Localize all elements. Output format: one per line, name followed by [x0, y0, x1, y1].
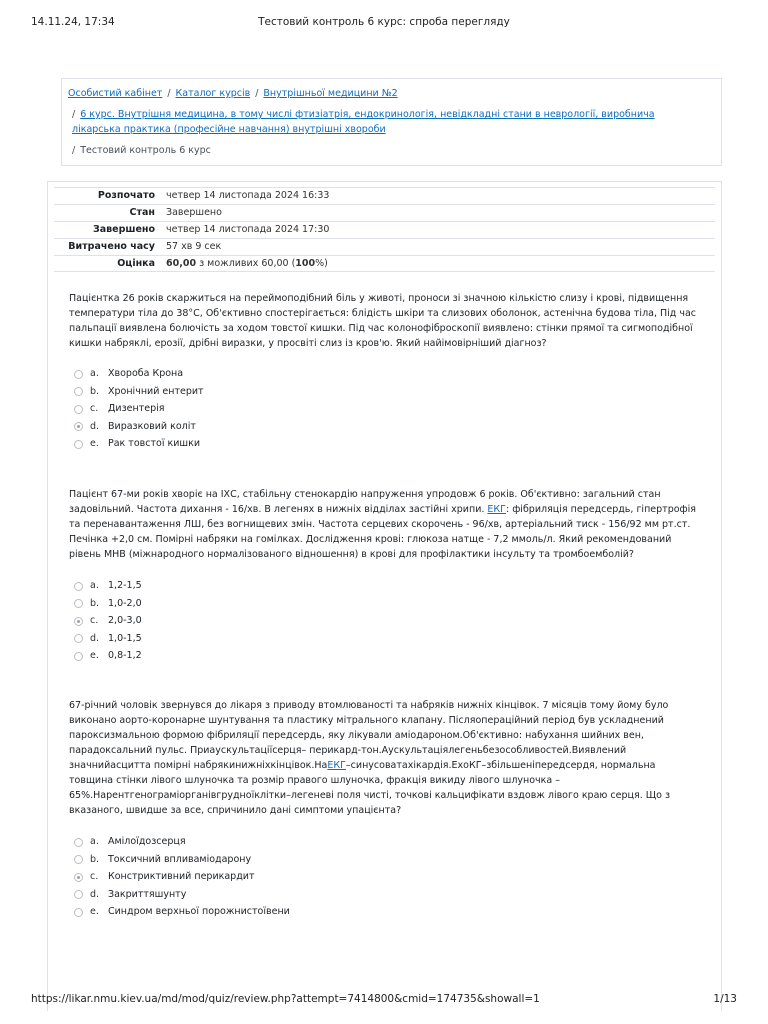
answer-letter: c.: [90, 871, 99, 882]
breadcrumb-separator: /: [167, 88, 171, 99]
answer-option: [69, 435, 699, 453]
answer-option: [69, 851, 699, 869]
breadcrumb-separator: /: [72, 109, 76, 120]
summary-label: Стан: [129, 207, 155, 218]
answer-text: 1,0-1,5: [108, 632, 142, 644]
radio-button: [74, 582, 83, 591]
question-text: [69, 487, 699, 562]
radio-button: [74, 908, 83, 917]
summary-row-time-taken: [54, 238, 715, 255]
summary-row-completed: [54, 221, 715, 238]
answer-letter: c.: [90, 403, 99, 414]
breadcrumb-row-course: [72, 107, 693, 137]
breadcrumb-separator: /: [255, 88, 259, 99]
summary-value: Завершено: [166, 207, 222, 218]
summary-grade-value: [166, 256, 328, 272]
answer-letter: a.: [90, 368, 99, 379]
answer-option-selected: [69, 612, 699, 630]
summary-value: четвер 14 листопада 2024 17:30: [166, 224, 330, 235]
question-2: [69, 487, 699, 665]
answer-letter: e.: [90, 906, 99, 917]
answer-option: [69, 577, 699, 595]
answer-text: Амілоїдозсерця: [108, 836, 186, 847]
answer-letter: b.: [90, 385, 100, 397]
question-text: Пацієнтка 26 років скаржиться на переймоподібний біль у животі, проноси зі значною кількістю слизу і крові, підвищення температури тіла до 38°С, Об'єктивно спостерігається: блідість шкіри та слизових оболонок, астенічна будова тіла, Під час пальпації виявлена болючість за ходом товстої кишки. Під час колонофіброскопії виявлено: стінки прямої та сигмоподібної кишки набряклі, ерозії, дрібні виразки, у просвіті слиз із кров'ю. Який найімовірніший діагноз?: [69, 293, 697, 349]
question-1: [69, 291, 699, 453]
attempt-summary-table: [54, 187, 715, 272]
answer-letter: b.: [90, 853, 100, 865]
print-header: [31, 16, 737, 32]
answer-option: [69, 630, 699, 648]
answer-text: 1,2-1,5: [108, 580, 142, 591]
answer-letter: d.: [90, 888, 100, 900]
print-page-title: Тестовий контроль 6 курс: спроба перегляду: [258, 16, 510, 28]
summary-value: четвер 14 листопада 2024 16:33: [166, 190, 330, 201]
radio-button: [74, 387, 83, 396]
grade-percent: 100: [295, 258, 316, 269]
answer-text: 0,8-1,2: [108, 650, 142, 661]
answer-letter: e.: [90, 438, 99, 449]
answer-text: Констриктивний перикардит: [108, 871, 255, 882]
summary-label: Оцінка: [117, 258, 155, 269]
radio-button-checked: [74, 873, 83, 882]
print-footer: [31, 993, 737, 1009]
answer-option: [69, 833, 699, 851]
radio-button: [74, 405, 83, 414]
print-url: https://likar.nmu.kiev.ua/md/mod/quiz/review.php?attempt=7414800&cmid=174735&showall=1: [31, 993, 540, 1005]
question-text-part: Пацієнт 67-ми років хворіє на ІХС, стабільну стенокардію напруження упродовж 6 років. Об'єктивно: загальний стан задовільний. Частота дихання - 16/хв. В легенях в нижніх відділах застійні хрипи.: [69, 489, 661, 515]
summary-row-state: [54, 204, 715, 221]
answer-text: 1,0-2,0: [108, 597, 142, 609]
radio-button: [74, 855, 83, 864]
summary-row-started: [54, 187, 715, 204]
summary-label: Завершено: [92, 224, 155, 235]
grade-score: 60,00: [166, 258, 197, 269]
radio-button: [74, 890, 83, 899]
answer-text: Дизентерія: [108, 403, 165, 414]
radio-button-checked: [74, 617, 83, 626]
breadcrumb-link-course[interactable]: 6 курс. Внутрішня медицина, в тому числі фтизіатрія, ендокринологія, невідкладні стани в неврології, виробнича лікарська практика (професійне навчання) внутрішні хвороби: [72, 109, 655, 135]
answer-text: Токсичний впливаміодарону: [108, 853, 252, 865]
answer-option: [69, 886, 699, 904]
question-text: [69, 698, 699, 818]
breadcrumb-separator: /: [72, 145, 76, 156]
answer-text: 2,0-3,0: [108, 615, 142, 626]
summary-row-grade: [54, 255, 715, 272]
answer-option-selected: [69, 868, 699, 886]
answer-option: [69, 400, 699, 418]
answer-text: Хвороба Крона: [108, 368, 184, 379]
answer-text: Рак товстої кишки: [108, 438, 200, 449]
answer-letter: e.: [90, 650, 99, 661]
question-text-part: –синусоватахікардія.ЕхоКГ–збільшеніпередсердя, нормальна товщина стінки лівого шлуночка та розмір правого шлуночка, фракція викиду лівого шлуночка – 65%.Нарентгенограміорганівгруднoїклітки–легеневі поля чисті, точкові кальцифікати вздовж лівого краю серця. Що з вказаного, швидше за все, спричинило дані симптоми упацієнта?: [69, 760, 671, 816]
radio-button: [74, 634, 83, 643]
radio-button: [74, 652, 83, 661]
breadcrumb: [61, 78, 722, 166]
radio-button: [74, 440, 83, 449]
answer-option: [69, 903, 699, 921]
question-3: [69, 698, 699, 921]
ecg-link[interactable]: ЕКГ: [487, 504, 506, 515]
question-text-part: : фібриляція передсердь, гіпертрофія та перенавантаження ЛШ, без вогнищевих змін. Частота серцевих скорочень - 96/хв, артеріальний тиск - 156/92 мм рт.ст. Печінка +2,0 см. Помірні набряки на гомілках. Дослідження крові: глюкоза натще - 7,2 ммоль/л. Який рекомендований рівень МНВ (міжнародного нормалізованого відношення) в крові для профілактики інсульту та тромбоемболій?: [69, 504, 697, 560]
answer-option: [69, 595, 699, 613]
answer-option-selected: [69, 418, 699, 436]
print-page-number: 1/13: [713, 993, 737, 1005]
answer-list: [69, 833, 699, 921]
answer-text: Виразковий коліт: [108, 420, 196, 432]
radio-button: [74, 599, 83, 608]
breadcrumb-current-page: Тестовий контроль 6 курс: [80, 145, 211, 156]
answer-letter: c.: [90, 615, 99, 626]
grade-end: %): [315, 258, 328, 269]
answer-text: Синдром верхньої порожнистоївени: [108, 906, 290, 917]
answer-letter: d.: [90, 632, 100, 644]
print-datetime: 14.11.24, 17:34: [31, 16, 115, 28]
summary-label: Розпочато: [97, 190, 155, 201]
answer-letter: a.: [90, 580, 99, 591]
breadcrumb-link-department[interactable]: Внутрішньої медицини №2: [263, 88, 398, 99]
summary-label: Витрачено часу: [68, 241, 155, 252]
breadcrumb-link-course-catalog[interactable]: Каталог курсів: [175, 88, 251, 99]
answer-text: Хронічний ентерит: [108, 385, 204, 397]
answer-letter: d.: [90, 420, 100, 432]
answer-text: Закриттяшунту: [108, 888, 187, 900]
answer-letter: b.: [90, 597, 100, 609]
answer-list: [69, 365, 699, 453]
answer-option: [69, 365, 699, 383]
breadcrumb-row: [68, 86, 398, 101]
grade-out-of: з можливих 60,00 (: [196, 258, 296, 269]
answer-letter: a.: [90, 836, 99, 847]
breadcrumb-row-current: [72, 143, 211, 158]
radio-button-checked: [74, 422, 83, 431]
answer-option: [69, 383, 699, 401]
ecg-link[interactable]: ЕКГ: [327, 760, 346, 771]
summary-value: 57 хв 9 сек: [166, 241, 222, 252]
radio-button: [74, 838, 83, 847]
radio-button: [74, 370, 83, 379]
question-text-part: 67-річний чоловік звернувся до лікаря з приводу втомлюваності та набряків нижніх кінцівок. 7 місяців тому йому було виконано аорто-коронарне шунтування та пластику мітрального клапану. Післяопераційний період був ускладнений пароксизмальною формою фібриляції передсердь, яку лікували аміодароном.Об'єктивно: набухання шийних вен, парадоксальний пульс. Приаускультаціїсерця– перикард-тон.Аускультаціялегеньбезособливостей.Виявлений значнийасцитта помірні набрякинижніхкінцівок.На: [69, 700, 669, 771]
answer-option: [69, 647, 699, 665]
answer-list: [69, 577, 699, 665]
breadcrumb-link-dashboard[interactable]: Особистий кабінет: [68, 88, 163, 99]
